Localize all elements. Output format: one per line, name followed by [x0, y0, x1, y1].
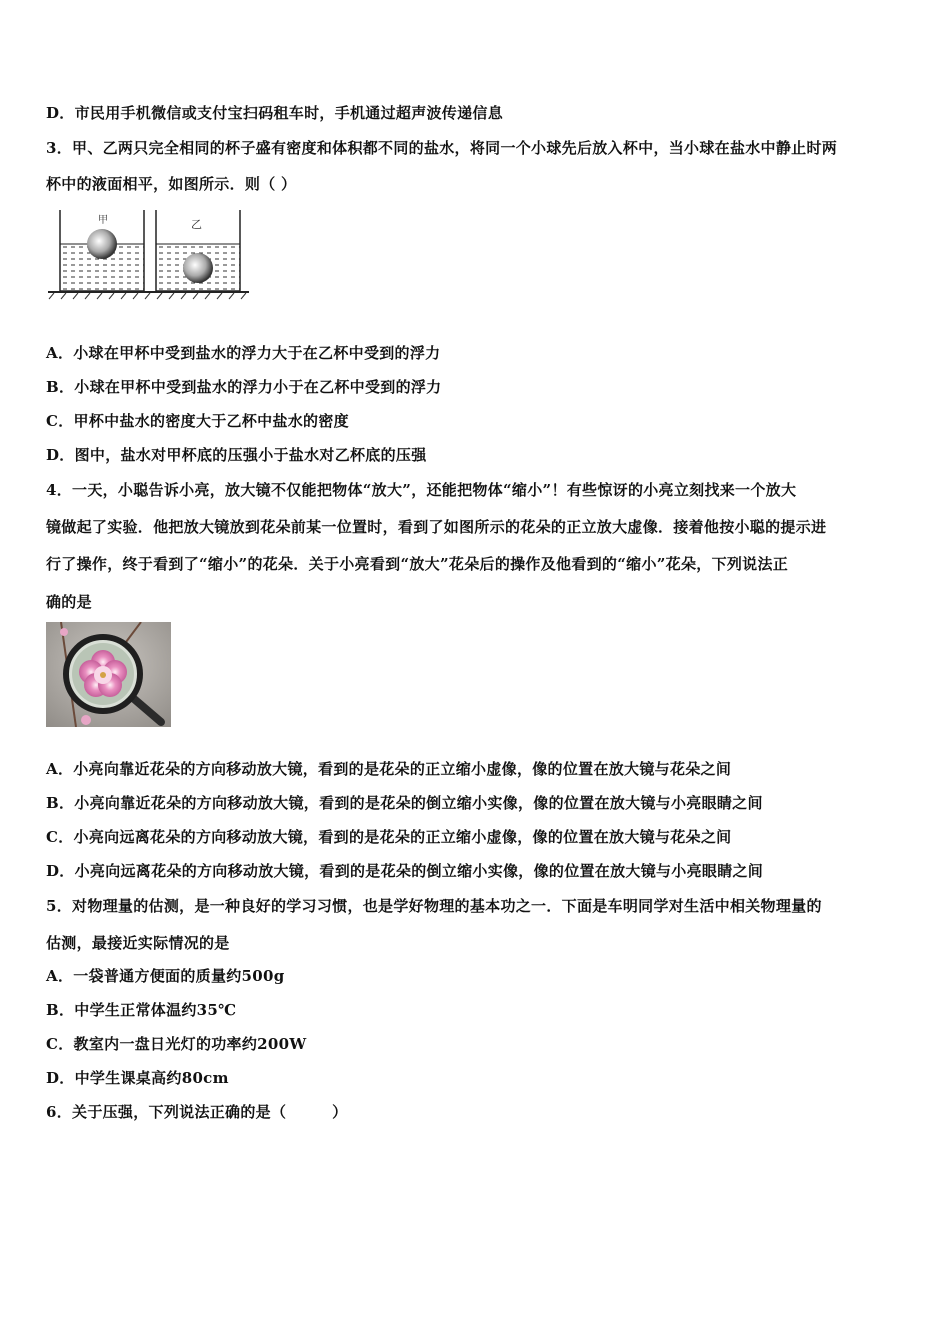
line-q4-option-b: B．小亮向靠近花朵的方向移动放大镜，看到的是花朵的倒立缩小实像，像的位置在放大镜与小亮眼睛之间	[46, 794, 763, 812]
line-q4-stem-2: 镜做起了实验．他把放大镜放到花朵前某一位置时，看到了如图所示的花朵的正立放大虚像．接着他按小聪的提示进	[46, 518, 827, 536]
line-q5-option-a: A．一袋普通方便面的质量约500g	[46, 967, 285, 985]
line-q5-stem-2: 估测，最接近实际情况的是	[46, 934, 230, 952]
line-q4-stem-4: 确的是	[46, 593, 92, 611]
line-q5-option-d: D．中学生课桌高约80cm	[46, 1069, 229, 1087]
label-jia: 甲	[98, 215, 108, 226]
line-q4-option-d: D．小亮向远离花朵的方向移动放大镜，看到的是花朵的倒立缩小实像，像的位置在放大镜与小亮眼睛之间	[46, 862, 764, 880]
line-q3-stem-2: 杯中的液面相平，如图所示．则（ ）	[46, 175, 297, 193]
line-q4-stem-3: 行了操作，终于看到了“缩小”的花朵．关于小亮看到“放大”花朵后的操作及他看到的“缩小”花朵，下列说法正	[46, 555, 789, 573]
line-q3-option-b: B．小球在甲杯中受到盐水的浮力小于在乙杯中受到的浮力	[46, 378, 442, 396]
line-q3-option-c: C．甲杯中盐水的密度大于乙杯中盐水的密度	[46, 412, 349, 430]
ball-left	[87, 229, 117, 259]
line-q2-option-d: D．市民用手机微信或支付宝扫码租车时，手机通过超声波传递信息	[46, 104, 504, 122]
line-q3-option-a: A．小球在甲杯中受到盐水的浮力大于在乙杯中受到的浮力	[46, 344, 441, 362]
line-q5-stem-1: 5．对物理量的估测，是一种良好的学习习惯，也是学好物理的基本功之一．下面是车明同学对生活中相关物理量的	[46, 897, 822, 915]
line-q4-option-c: C．小亮向远离花朵的方向移动放大镜，看到的是花朵的正立缩小虚像，像的位置在放大镜与花朵之间	[46, 828, 732, 846]
line-q5-option-b: B．中学生正常体温约35℃	[46, 1001, 237, 1019]
line-q4-option-a: A．小亮向靠近花朵的方向移动放大镜，看到的是花朵的正立缩小虚像，像的位置在放大镜与花朵之间	[46, 760, 732, 778]
magnifier-flower-photo	[46, 622, 171, 727]
line-q3-stem-1: 3．甲、乙两只完全相同的杯子盛有密度和体积都不同的盐水，将同一个小球先后放入杯中，当小球在盐水中静止时两	[46, 139, 838, 157]
label-yi: 乙	[191, 218, 202, 231]
line-q3-option-d: D．图中，盐水对甲杯底的压强小于盐水对乙杯底的压强	[46, 446, 427, 464]
line-q6-stem: 6．关于压强，下列说法正确的是（ ）	[46, 1103, 348, 1121]
cups-figure	[46, 208, 251, 300]
ball-right	[183, 253, 213, 283]
line-q5-option-c: C．教室内一盘日光灯的功率约200W	[46, 1035, 307, 1053]
line-q4-stem-1: 4．一天，小聪告诉小亮，放大镜不仅能把物体“放大”，还能把物体“缩小”！有些惊讶的小亮立刻找来一个放大	[46, 481, 797, 499]
